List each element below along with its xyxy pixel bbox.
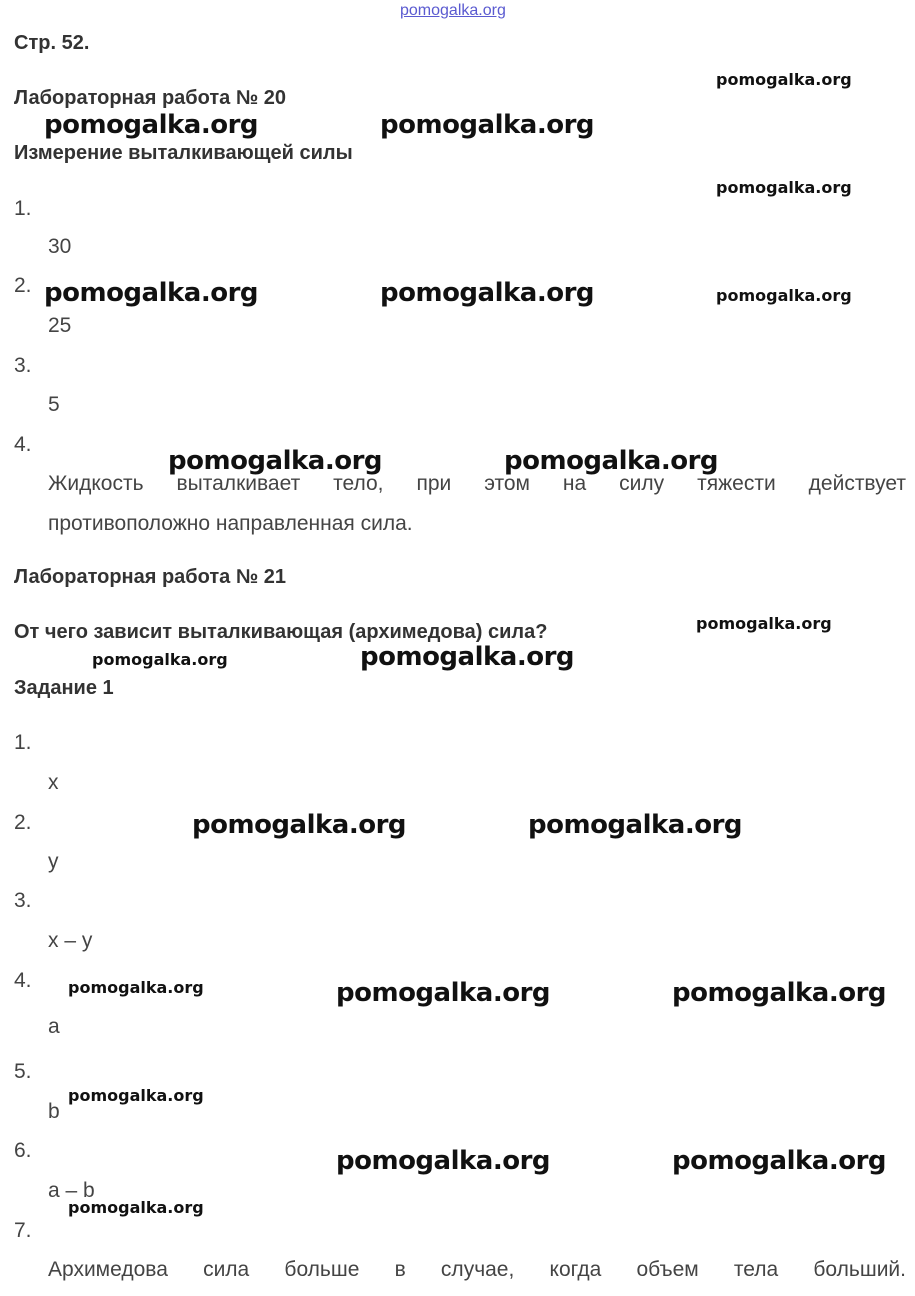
watermark: pomogalka.org: [68, 978, 204, 997]
lab21-item-3-answer: x – y: [48, 929, 93, 952]
lab21-item-2-answer: y: [48, 850, 59, 873]
lab21-task-heading: Задание 1: [14, 677, 114, 699]
lab21-item-1-answer: x: [48, 771, 59, 794]
watermark: pomogalka.org: [380, 110, 595, 140]
watermark: pomogalka.org: [360, 642, 575, 672]
lab21-item-6-number: 6.: [14, 1139, 32, 1162]
lab21-title: Лабораторная работа № 21: [14, 566, 286, 588]
watermark: pomogalka.org: [168, 446, 383, 476]
watermark: pomogalka.org: [44, 110, 259, 140]
watermark: pomogalka.org: [716, 178, 852, 197]
lab21-item-3-number: 3.: [14, 889, 32, 912]
watermark: pomogalka.org: [92, 650, 228, 669]
lab20-item-3-number: 3.: [14, 354, 32, 377]
watermark: pomogalka.org: [68, 1086, 204, 1105]
lab20-item-4-number: 4.: [14, 433, 32, 456]
watermark: pomogalka.org: [528, 810, 743, 840]
watermark: pomogalka.org: [380, 278, 595, 308]
lab21-item-1-number: 1.: [14, 731, 32, 754]
lab21-subtitle: От чего зависит выталкивающая (архимедова) сила?: [14, 621, 548, 643]
watermark: pomogalka.org: [716, 70, 852, 89]
page-reference: Стр. 52.: [14, 32, 90, 54]
lab21-item-7-text: Архимедова сила больше в случае, когда объем тела больший.: [48, 1258, 906, 1281]
lab21-item-5-answer: b: [48, 1100, 60, 1123]
lab20-item-3-answer: 5: [48, 393, 60, 416]
lab21-item-4-answer: a: [48, 1015, 60, 1038]
watermark: pomogalka.org: [716, 286, 852, 305]
watermark: pomogalka.org: [44, 278, 259, 308]
watermark: pomogalka.org: [192, 810, 407, 840]
lab21-item-5-number: 5.: [14, 1060, 32, 1083]
watermark: pomogalka.org: [504, 446, 719, 476]
watermark: pomogalka.org: [336, 978, 551, 1008]
lab20-item-1-number: 1.: [14, 197, 32, 220]
lab20-item-4-text-line2: противоположно направленная сила.: [48, 512, 413, 535]
watermark: pomogalka.org: [696, 614, 832, 633]
lab21-item-6-answer: a – b: [48, 1179, 95, 1202]
lab20-item-4-text-line1: Жидкость выталкивает тело, при этом на силу тяжести действует: [48, 472, 906, 495]
watermark: pomogalka.org: [336, 1146, 551, 1176]
watermark: pomogalka.org: [672, 1146, 887, 1176]
watermark: pomogalka.org: [672, 978, 887, 1008]
lab21-item-4-number: 4.: [14, 969, 32, 992]
lab20-item-2-number: 2.: [14, 274, 32, 297]
lab20-item-1-answer: 30: [48, 235, 72, 258]
lab21-item-2-number: 2.: [14, 811, 32, 834]
lab20-title: Лабораторная работа № 20: [14, 87, 286, 109]
watermark: pomogalka.org: [68, 1198, 204, 1217]
watermark-top-link[interactable]: pomogalka.org: [400, 2, 506, 19]
lab20-subtitle: Измерение выталкивающей силы: [14, 142, 353, 164]
lab21-item-7-number: 7.: [14, 1219, 32, 1242]
lab20-item-2-answer: 25: [48, 314, 72, 337]
